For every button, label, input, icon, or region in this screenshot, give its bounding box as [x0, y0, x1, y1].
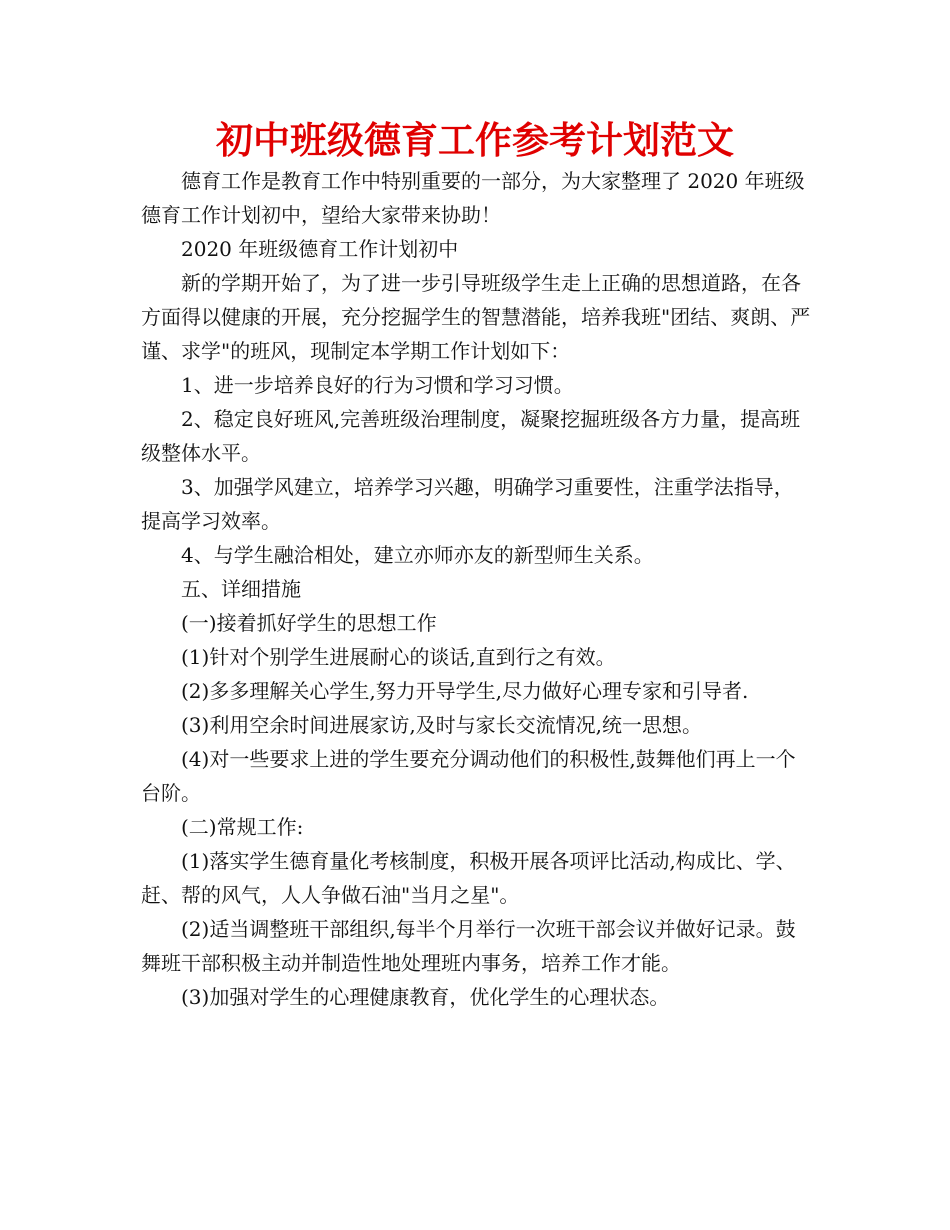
measure-item-3: (3)利用空余时间进展家访,及时与家长交流情况,统一思想。 [181, 713, 703, 737]
subsection-heading-routine-work: (二)常规工作: [181, 815, 304, 839]
goal-item-3: 3、加强学风建立，培养学习兴趣，明确学习重要性，注重学法指导，提高学习效率。 [141, 475, 794, 533]
routine-item-3: (3)加强对学生的心理健康教育，优化学生的心理状态。 [181, 985, 670, 1009]
subsection-heading-thought-work: (一)接着抓好学生的思想工作 [181, 611, 437, 635]
measure-item-2: (2)多多理解关心学生,努力开导学生,尽力做好心理专家和引导者. [181, 679, 749, 703]
section-heading-measures: 五、详细措施 [181, 577, 301, 601]
plan-subtitle: 2020 年班级德育工作计划初中 [181, 237, 459, 261]
measure-item-1: (1)针对个别学生进展耐心的谈话,直到行之有效。 [181, 645, 616, 669]
document-body [141, 164, 811, 1014]
routine-item-2: (2)适当调整班干部组织,每半个月举行一次班干部会议并做好记录。鼓舞班干部积极主动并制造性地处理班内事务，培养工作才能。 [141, 917, 796, 975]
measure-item-4: (4)对一些要求上进的学生要充分调动他们的积极性,鼓舞他们再上一个台阶。 [141, 747, 796, 805]
intro-paragraph: 德育工作是教育工作中特别重要的一部分，为大家整理了 2020 年班级德育工作计划初中，望给大家带来协助！ [141, 169, 805, 227]
body-paragraph: 新的学期开始了，为了进一步引导班级学生走上正确的思想道路，在各方面得以健康的开展，充分挖掘学生的智慧潜能，培养我班"团结、爽朗、严谨、求学"的班风，现制定本学期工作计划如下： [141, 271, 811, 363]
goal-item-2: 2、稳定良好班风,完善班级治理制度，凝聚挖掘班级各方力量，提高班级整体水平。 [141, 407, 801, 465]
document-title: 初中班级德育工作参考计划范文 [216, 119, 734, 162]
routine-item-1: (1)落实学生德育量化考核制度，积极开展各项评比活动,构成比、学、赶、帮的风气，人人争做石油"当月之星"。 [141, 849, 796, 907]
goal-item-4: 4、与学生融洽相处，建立亦师亦友的新型师生关系。 [181, 543, 654, 567]
goal-item-1: 1、进一步培养良好的行为习惯和学习习惯。 [181, 373, 574, 397]
